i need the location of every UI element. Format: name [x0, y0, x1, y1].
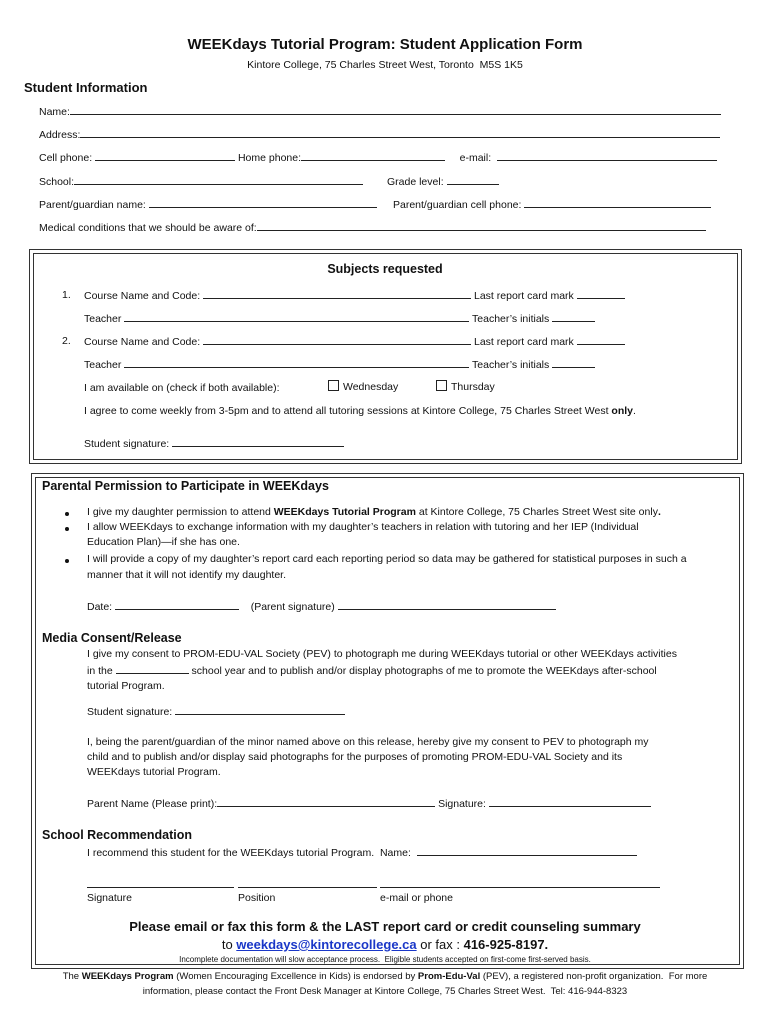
submit-to: to	[221, 937, 237, 952]
name-field[interactable]	[70, 105, 721, 115]
page-title: WEEKdays Tutorial Program: Student Application Form	[187, 36, 583, 53]
subjects-heading: Subjects requested	[327, 262, 443, 276]
guardian-field[interactable]	[149, 198, 377, 208]
recommendation-heading: School Recommendation	[42, 828, 193, 842]
home-phone-label: Home phone:	[237, 152, 302, 164]
rec-position-field[interactable]	[238, 878, 377, 888]
permission-item-3-line2: manner that it will not identify my daughter.	[87, 569, 287, 581]
permission-item-1-pre: I give my daughter permission to attend	[87, 506, 274, 518]
guardian-row	[39, 198, 377, 211]
thursday-label: Thursday	[451, 381, 495, 393]
bullet-2	[65, 527, 69, 531]
school-label: School:	[39, 176, 75, 188]
parent-name-label: Parent Name (Please print):	[87, 798, 218, 810]
parent-name-field[interactable]	[217, 797, 435, 807]
teacher2-field[interactable]	[124, 358, 469, 368]
teacher1-field[interactable]	[124, 312, 469, 322]
name-row	[39, 105, 721, 118]
parent-name-row	[87, 797, 651, 810]
home-phone-field[interactable]	[301, 151, 445, 161]
thursday-option[interactable]	[436, 380, 495, 393]
submit-contact	[0, 937, 770, 952]
course1-fields	[84, 289, 625, 302]
initials1-label: Teacher’s initials	[472, 313, 550, 325]
date-signature-row	[87, 600, 556, 613]
wednesday-option[interactable]	[328, 380, 398, 393]
footer-l1a: The	[62, 971, 82, 982]
mark2-label: Last report card mark	[474, 336, 574, 348]
rec-email-field[interactable]	[380, 878, 660, 888]
permission-item-1-post: at Kintore College, 75 Charles Street West site only	[415, 506, 658, 518]
cell-label: Cell phone:	[39, 152, 93, 164]
recommendation-row	[87, 846, 637, 859]
course1-field[interactable]	[203, 289, 471, 299]
media-student-signature-field[interactable]	[175, 705, 345, 715]
medical-label: Medical conditions that we should be aware of:	[39, 222, 257, 234]
media-student-signature-row	[87, 705, 345, 718]
grade-field[interactable]	[447, 175, 499, 185]
media-p2-line1: I, being the parent/guardian of the minor named above on this release, hereby give my consent to PEV to photograph my	[87, 736, 649, 748]
teacher2-row	[84, 358, 595, 371]
permission-item-2-line2: Education Plan)—if she has one.	[87, 536, 240, 548]
recommendation-name-field[interactable]	[417, 846, 637, 856]
submit-instructions: Please email or fax this form & the LAST report card or credit counseling summary	[129, 919, 641, 934]
media-student-signature-label: Student signature:	[87, 706, 173, 718]
media-signature-label: Signature:	[438, 798, 486, 810]
medical-field[interactable]	[257, 221, 706, 231]
guardian-cell-label: Parent/guardian cell phone:	[393, 199, 522, 211]
school-year-field[interactable]	[116, 664, 189, 674]
media-p2-line2: child and to publish and/or display said photographs for the purposes of promoting PROM-EDU-VAL Society and its	[87, 751, 623, 763]
name-label: Name:	[39, 106, 70, 118]
parent-signature-label: (Parent signature)	[250, 601, 335, 613]
teacher1-label: Teacher	[84, 313, 122, 325]
initials1-field[interactable]	[552, 312, 595, 322]
teacher2-label: Teacher	[84, 359, 122, 371]
course2-fields	[84, 335, 625, 348]
rec-signature-label: Signature	[87, 892, 132, 904]
student-signature-row	[84, 437, 344, 450]
submit-fax-number: 416-925-8197.	[463, 937, 549, 952]
mark2-field[interactable]	[577, 335, 625, 345]
guardian-cell-field[interactable]	[524, 198, 711, 208]
rec-signature-field[interactable]	[87, 878, 234, 888]
wednesday-label: Wednesday	[343, 381, 399, 393]
recommendation-text: I recommend this student for the WEEKdays tutorial Program. Name:	[87, 847, 411, 859]
date-label: Date:	[87, 601, 113, 613]
permission-item-1	[87, 506, 661, 518]
address-label: Address:	[39, 129, 81, 141]
agree-text-bold: only	[611, 405, 633, 417]
media-heading: Media Consent/Release	[42, 631, 182, 645]
course2-label: Course Name and Code:	[84, 336, 201, 348]
course2-field[interactable]	[203, 335, 471, 345]
permission-item-2-line1: I allow WEEKdays to exchange information with my daughter’s teachers in relation with tutoring and her IEP (Individual	[87, 521, 639, 533]
footer-line1	[0, 971, 770, 982]
address-row	[39, 128, 720, 141]
student-info-heading: Student Information	[24, 80, 148, 95]
footer-line2: information, please contact the Front Desk Manager at Kintore College, 75 Charles Street West. Tel: 416-944-8323	[142, 986, 628, 997]
footer-l1b: WEEKdays Program	[81, 971, 174, 982]
course1-row	[62, 289, 71, 301]
address-field[interactable]	[80, 128, 720, 138]
permission-item-1-end: .	[657, 506, 661, 518]
rec-email-label: e-mail or phone	[380, 892, 453, 904]
subjects-box-inner	[33, 253, 738, 460]
guardian-label: Parent/guardian name:	[39, 199, 146, 211]
grade-label: Grade level:	[387, 176, 444, 188]
initials2-label: Teacher’s initials	[472, 359, 550, 371]
initials2-field[interactable]	[552, 358, 595, 368]
permission-item-1-bold: WEEKdays Tutorial Program	[273, 506, 416, 518]
cell-field[interactable]	[95, 151, 235, 161]
school-field[interactable]	[74, 175, 363, 185]
available-label: I am available on (check if both available):	[84, 382, 280, 394]
phone-row	[39, 151, 717, 164]
email-label: e-mail:	[459, 152, 492, 164]
media-p1-line1: I give my consent to PROM-EDU-VAL Society (PEV) to photograph me during WEEKdays tutorial or other WEEKdays activities	[87, 648, 677, 660]
permission-heading: Parental Permission to Participate in WEEKdays	[42, 479, 329, 493]
bullet-1	[65, 512, 69, 516]
parent-signature-field[interactable]	[338, 600, 556, 610]
wednesday-checkbox[interactable]	[328, 380, 339, 391]
agree-text-main: I agree to come weekly from 3-5pm and to attend all tutoring sessions at Kintore College, 75 Charles Street West	[84, 405, 612, 417]
agree-text-end: .	[633, 405, 636, 417]
medical-row	[39, 221, 706, 234]
guardian-cell-row	[393, 198, 711, 211]
submit-note: Incomplete documentation will slow acceptance process. Eligible students accepted on first-come first-served basis.	[179, 955, 591, 964]
bullet-3	[65, 559, 69, 563]
rec-position-label: Position	[238, 892, 276, 904]
student-signature-label: Student signature:	[84, 438, 170, 450]
grade-row	[387, 175, 499, 188]
agree-text	[84, 405, 636, 417]
course2-num: 2.	[62, 335, 71, 347]
thursday-checkbox[interactable]	[436, 380, 447, 391]
media-p1-line2a: in the	[87, 665, 116, 677]
media-signature-field[interactable]	[489, 797, 651, 807]
email-field[interactable]	[497, 151, 717, 161]
permission-item-3-line1: I will provide a copy of my daughter’s report card each reporting period so data may be gathered for statistical purposes in such a	[87, 553, 687, 565]
submit-email-link[interactable]: weekdays@kintorecollege.ca	[236, 937, 417, 952]
mark1-label: Last report card mark	[474, 290, 574, 302]
course1-num: 1.	[62, 289, 71, 301]
course2-num-wrap	[62, 335, 71, 347]
submit-fax-label: or fax :	[416, 937, 464, 952]
media-p2-line3: WEEKdays tutorial Program.	[87, 766, 221, 778]
teacher1-row	[84, 312, 595, 325]
school-row	[39, 175, 363, 188]
mark1-field[interactable]	[577, 289, 625, 299]
footer-l1d: Prom-Edu-Val	[417, 971, 481, 982]
media-p1-line2b: school year and to publish and/or display photographs of me to promote the WEEKdays after-school	[188, 665, 657, 677]
date-field[interactable]	[115, 600, 239, 610]
student-signature-field[interactable]	[172, 437, 344, 447]
footer-l1e: (PEV), a registered non-profit organization. For more	[480, 971, 708, 982]
media-p1-line3: tutorial Program.	[87, 680, 165, 692]
footer-l1c: (Women Encouraging Excellence in Kids) is endorsed by	[173, 971, 418, 982]
page-subtitle: Kintore College, 75 Charles Street West, Toronto M5S 1K5	[247, 59, 523, 71]
media-p1-line2	[87, 664, 657, 677]
course1-label: Course Name and Code:	[84, 290, 201, 302]
